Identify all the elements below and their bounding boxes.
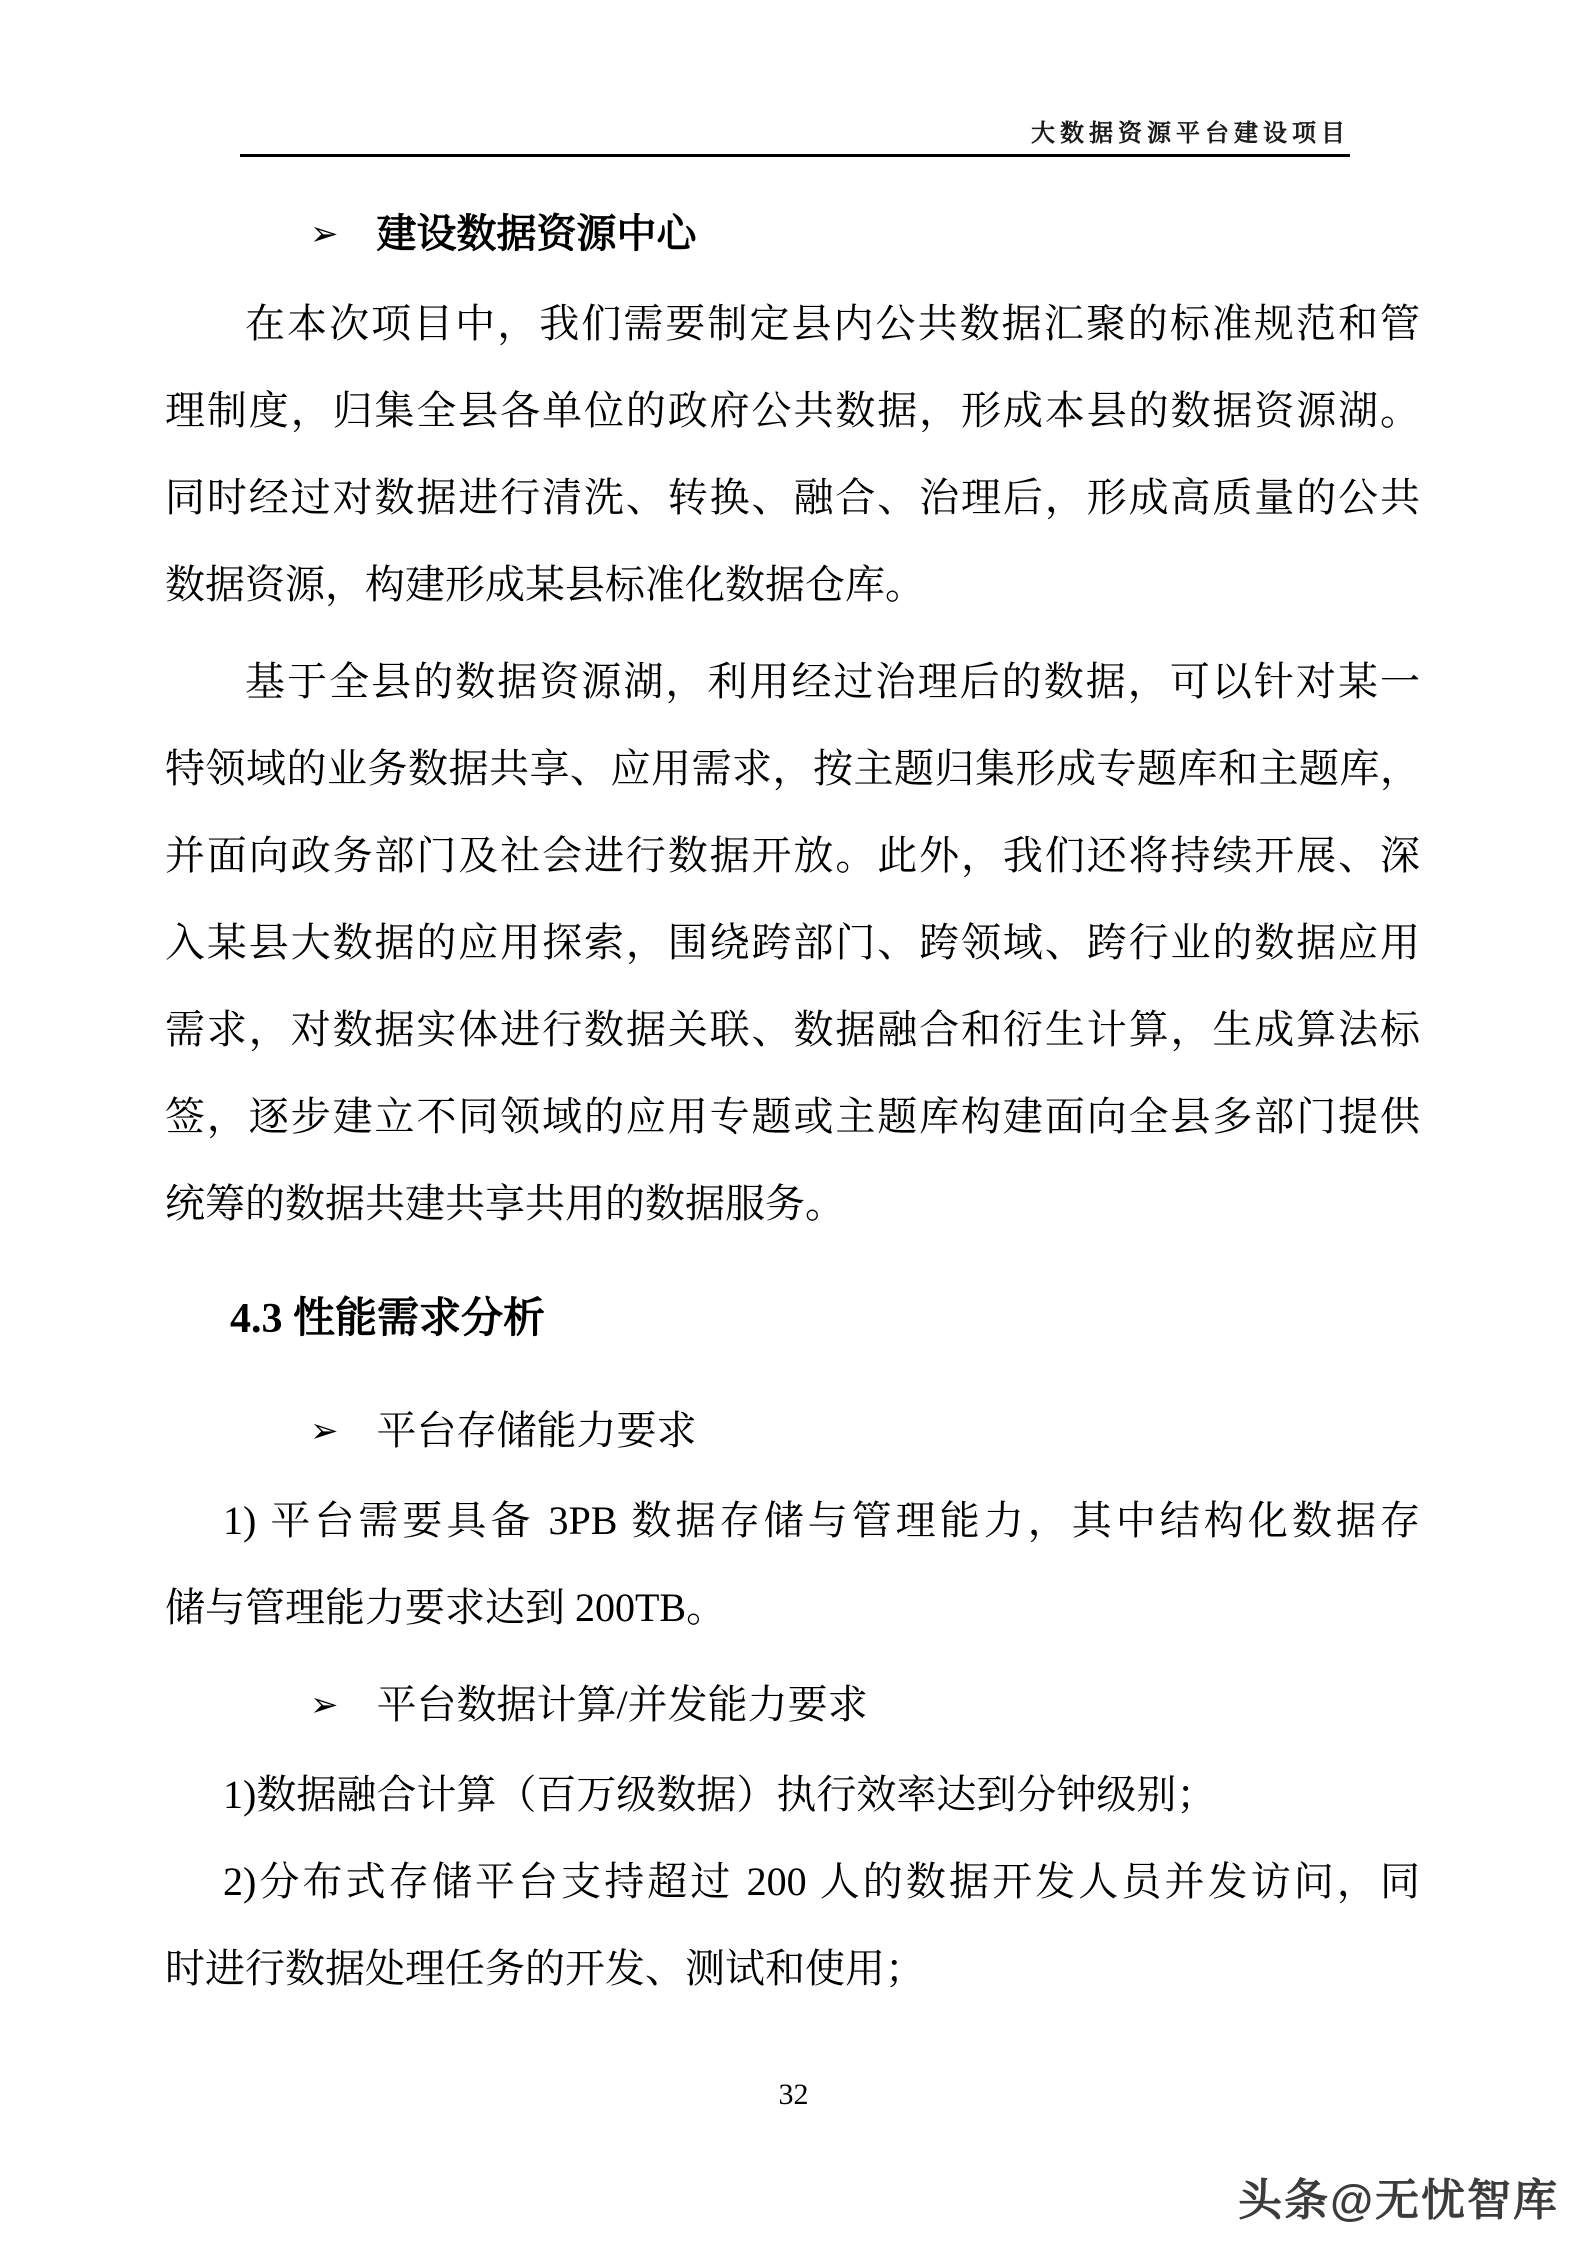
text-line: 基于全县的数据资源湖，利用经过治理后的数据，可以针对某一 [245,659,1420,704]
paragraph-data-center-2 [165,638,1420,1247]
watermark: 头条@无忧智库 [1238,2176,1559,2225]
bullet-heading-storage-capability [165,1387,1420,1477]
text-line: 时进行数据处理任务的开发、测试和使用； [165,1946,925,1991]
paragraph-compute-requirement [165,1751,1420,2012]
paragraph-storage-requirement [165,1477,1420,1651]
section-heading-4-3: 4.3 性能需求分析 [230,1296,546,1342]
text-line: 同时经过对数据进行清洗、转换、融合、治理后，形成高质量的公共 [165,475,1420,520]
paragraph-data-center-1 [165,280,1420,628]
arrow-bullet-icon: ➢ [310,1687,339,1724]
text-line: 入某县大数据的应用探索，围绕跨部门、跨领域、跨行业的数据应用 [165,920,1420,965]
bullet-heading-build-data-center [165,190,1420,280]
page-header [240,0,1350,157]
text-line: 并面向政务部门及社会进行数据开放。此外，我们还将持续开展、深 [165,833,1420,878]
text-line: 签，逐步建立不同领域的应用专题或主题库构建面向全县多部门提供 [165,1094,1420,1139]
text-line: 1)数据融合计算（百万级数据）执行效率达到分钟级别； [223,1772,1217,1817]
arrow-bullet-icon: ➢ [310,1413,339,1450]
page-body [165,190,1420,2012]
text-line: 特领域的业务数据共享、应用需求，按主题归集形成专题库和主题库， [165,746,1420,791]
text-line: 在本次项目中，我们需要制定县内公共数据汇聚的标准规范和管 [245,301,1420,346]
bullet-heading-label: 平台存储能力要求 [376,1408,697,1453]
text-line: 统筹的数据共建共享共用的数据服务。 [165,1181,845,1226]
text-line: 1) 平台需要具备 3PB 数据存储与管理能力，其中结构化数据存 [223,1498,1420,1543]
bullet-heading-label: 建设数据资源中心 [376,211,697,256]
header-title: 大数据资源平台建设项目 [1031,121,1350,147]
bullet-heading-label: 平台数据计算/并发能力要求 [376,1682,868,1727]
text-line: 储与管理能力要求达到 200TB。 [165,1585,727,1630]
text-line: 需求，对数据实体进行数据关联、数据融合和衍生计算，生成算法标 [165,1007,1420,1052]
text-line: 理制度，归集全县各单位的政府公共数据，形成本县的数据资源湖。 [165,388,1420,433]
page-number: 32 [778,2078,809,2111]
text-line: 2)分布式存储平台支持超过 200 人的数据开发人员并发访问，同 [223,1859,1420,1904]
bullet-heading-compute-concurrency [165,1661,1420,1751]
text-line: 数据资源，构建形成某县标准化数据仓库。 [165,562,925,607]
arrow-bullet-icon: ➢ [310,216,339,253]
page-footer [0,2078,1587,2112]
